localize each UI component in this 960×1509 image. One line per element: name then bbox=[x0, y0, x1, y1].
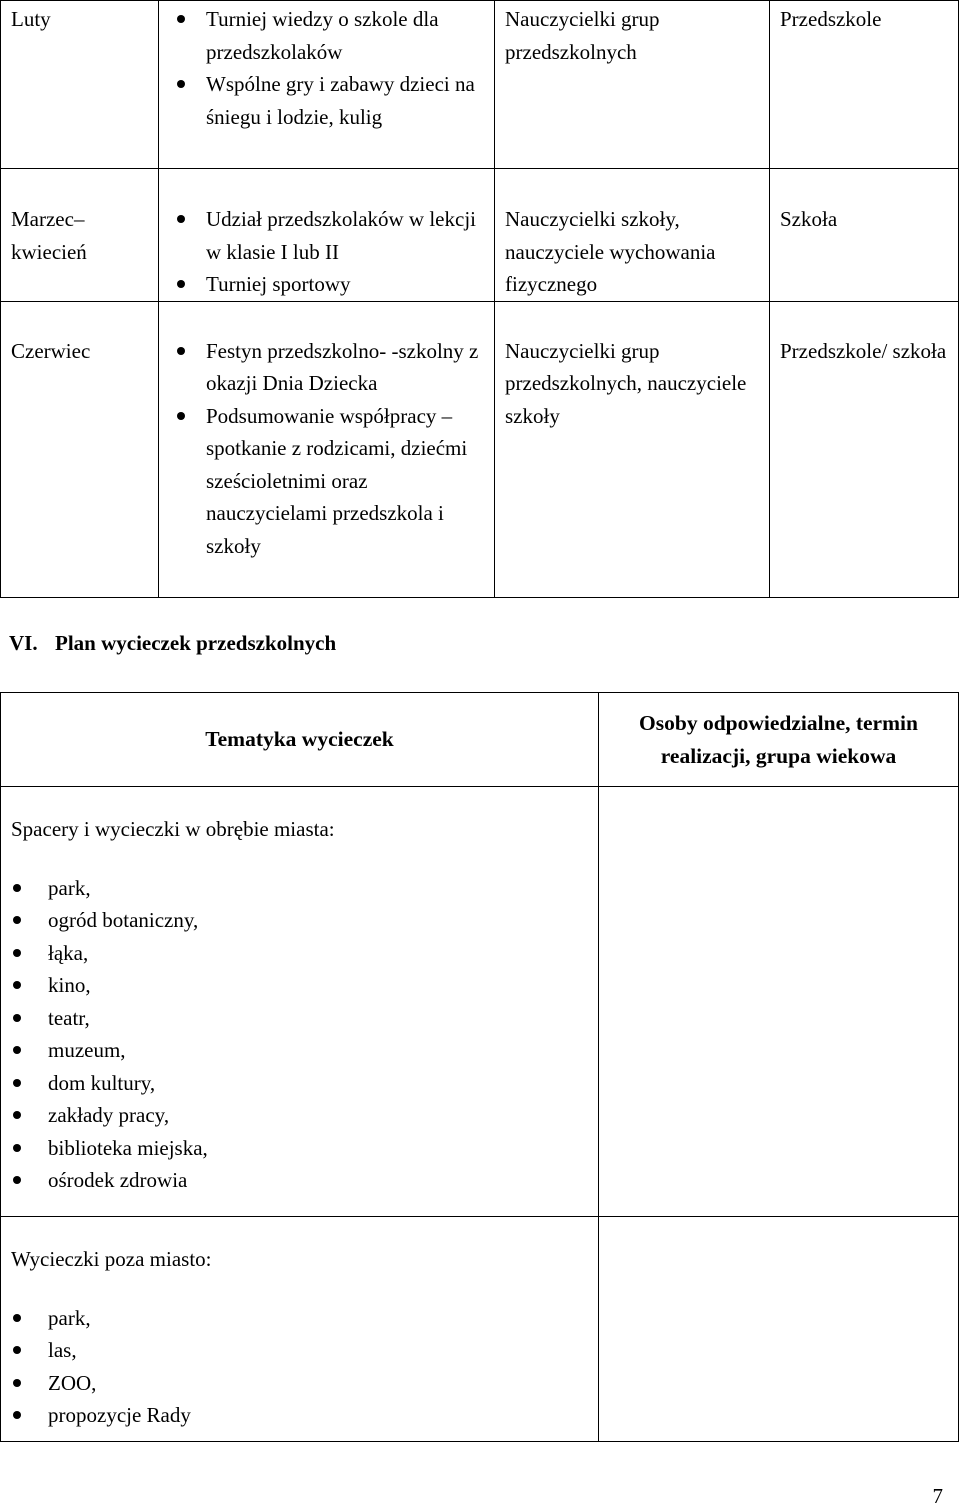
list-item: teatr, bbox=[11, 1002, 588, 1035]
outside-trips-cell bbox=[1, 1217, 599, 1442]
city-trips-cell bbox=[1, 787, 599, 1217]
responsible-cell: Nauczycielki grup przedszkolnych, nauczyciele szkoły bbox=[495, 301, 770, 597]
list-item: kino, bbox=[11, 969, 588, 1002]
list-item: ośrodek zdrowia bbox=[11, 1164, 588, 1197]
list-item: biblioteka miejska, bbox=[11, 1132, 588, 1165]
list-item: propozycje Rady bbox=[11, 1399, 588, 1432]
city-trips-title: Spacery i wycieczki w obrębie miasta: bbox=[11, 817, 335, 841]
table-row bbox=[1, 787, 959, 1217]
list-item: zakłady pracy, bbox=[11, 1099, 588, 1132]
table-row bbox=[1, 301, 959, 597]
list-item: łąka, bbox=[11, 937, 588, 970]
activities-cell bbox=[159, 169, 495, 302]
cooperation-schedule-table bbox=[0, 0, 959, 598]
section-title: Plan wycieczek przedszkolnych bbox=[55, 631, 337, 655]
month-cell: Czerwiec bbox=[1, 301, 159, 597]
table-header-row bbox=[1, 693, 959, 787]
page-number: 7 bbox=[932, 1484, 943, 1508]
activities-cell bbox=[159, 1, 495, 169]
activities-cell bbox=[159, 301, 495, 597]
column-header-topics: Tematyka wycieczek bbox=[1, 693, 599, 787]
list-item: dom kultury, bbox=[11, 1067, 588, 1100]
trips-plan-table bbox=[0, 692, 959, 1442]
list-item: park, bbox=[11, 1302, 588, 1335]
responsible-cell: Nauczycielki grup przedszkolnych bbox=[495, 1, 770, 169]
responsible-empty-cell bbox=[599, 1217, 959, 1442]
table-row bbox=[1, 169, 959, 302]
list-item: ogród botaniczny, bbox=[11, 904, 588, 937]
table-row bbox=[1, 1, 959, 169]
list-item: park, bbox=[11, 872, 588, 905]
section-heading bbox=[9, 627, 336, 660]
list-item: Festyn przedszkolno- -szkolny z okazji Dnia Dziecka bbox=[169, 335, 484, 400]
list-item: Turniej sportowy bbox=[169, 268, 484, 301]
place-cell: Szkoła bbox=[770, 169, 959, 302]
table-row bbox=[1, 1217, 959, 1442]
list-item: Udział przedszkolaków w lekcji w klasie I lub II bbox=[169, 203, 484, 268]
place-cell: Przedszkole/ szkoła bbox=[770, 301, 959, 597]
list-item: muzeum, bbox=[11, 1034, 588, 1067]
list-item: ZOO, bbox=[11, 1367, 588, 1400]
outside-trips-title: Wycieczki poza miasto: bbox=[11, 1247, 212, 1271]
month-cell: Marzec– kwiecień bbox=[1, 169, 159, 302]
list-item: las, bbox=[11, 1334, 588, 1367]
column-header-responsible: Osoby odpowiedzialne, termin realizacji, grupa wiekowa bbox=[599, 693, 959, 787]
list-item: Wspólne gry i zabawy dzieci na śniegu i lodzie, kulig bbox=[169, 68, 484, 133]
month-cell: Luty bbox=[1, 1, 159, 169]
place-cell: Przedszkole bbox=[770, 1, 959, 169]
list-item: Podsumowanie współpracy – spotkanie z rodzicami, dziećmi sześcioletnimi oraz nauczycielami przedszkola i szkoły bbox=[169, 400, 484, 563]
section-number: VI. bbox=[9, 631, 38, 655]
responsible-empty-cell bbox=[599, 787, 959, 1217]
responsible-cell: Nauczycielki szkoły, nauczyciele wychowania fizycznego bbox=[495, 169, 770, 302]
list-item: Turniej wiedzy o szkole dla przedszkolaków bbox=[169, 3, 484, 68]
